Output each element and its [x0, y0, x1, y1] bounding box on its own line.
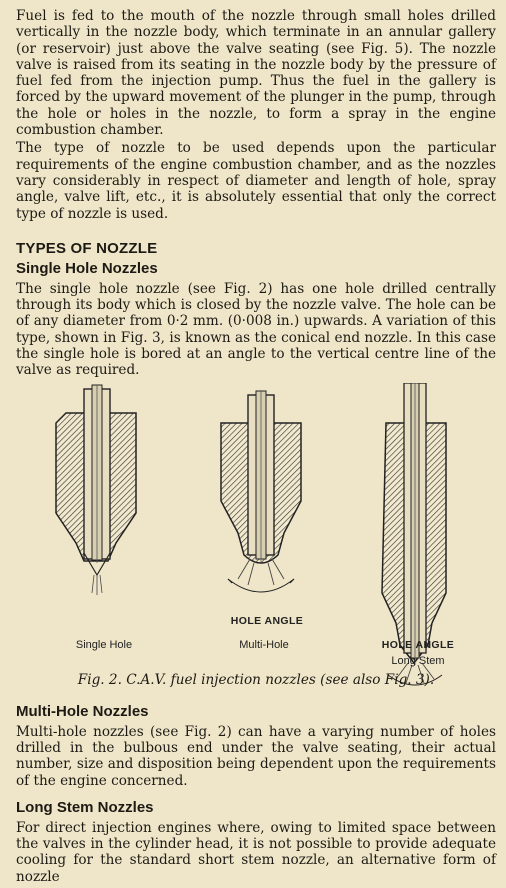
figure-caption: Fig. 2. C.A.V. fuel injection nozzles (see also Fig. 3).	[77, 671, 435, 688]
nozzle-figure	[16, 383, 496, 693]
types-heading: TYPES OF NOZZLE	[16, 239, 158, 257]
single-hole-heading: Single Hole Nozzles	[16, 259, 158, 277]
intro-paragraph-1: Fuel is fed to the mouth of the nozzle through small holes drilled vertically in the nozzle body, which terminate in an annular gallery (or reservoir) just above the valve seating (see Fig. 5). The nozzle valve is raised from its seating in the nozzle body by the pressure of fuel fed from the injection pump. Thus the fuel in the gallery is forced by the upward movement of the plunger in the pump, through the hole or holes in the nozzle, to form a spray in the engine combustion chamber.	[16, 8, 496, 139]
single-hole-text: The single hole nozzle (see Fig. 2) has one hole drilled centrally through its body which is closed by the nozzle valve. The hole can be of any diameter from 0·2 mm. (0·008 in.) upwards. A variation of this type, shown in Fig. 3, is known as the conical end nozzle. In this case the single hole is bored at an angle to the vertical centre line of the valve as required.	[16, 280, 496, 379]
multi-hole-label: Multi-Hole	[239, 638, 289, 651]
hole-angle-label-multi: HOLE ANGLE	[230, 614, 304, 627]
multi-hole-text: Multi-hole nozzles (see Fig. 2) can have a varying number of holes drilled in the bulbous end under the valve seating, their actual number, size and disposition being dependent upon the requirements of the engine concerned.	[16, 723, 496, 789]
single-hole-nozzle-drawing	[56, 385, 136, 595]
intro-paragraph-2: The type of nozzle to be used depends upon the particular requirements of the engine combustion chamber, and as the nozzles vary considerably in respect of diameter and length of hole, spray angle, valve lift, etc., it is absolutely essential that only the correct type of nozzle is used.	[16, 140, 496, 222]
multi-hole-nozzle-drawing	[221, 391, 301, 592]
hole-angle-label-long: HOLE ANGLE	[381, 638, 455, 651]
long-stem-text: For direct injection engines where, owing to limited space between the valves in the cylinder head, it is not possible to provide adequate cooling for the standard short stem nozzle, an alternative form of nozzle	[16, 819, 496, 885]
long-stem-label: Long Stem	[391, 654, 445, 667]
multi-hole-heading: Multi-Hole Nozzles	[16, 702, 149, 720]
long-stem-heading: Long Stem Nozzles	[16, 798, 154, 816]
single-hole-label: Single Hole	[75, 638, 133, 651]
